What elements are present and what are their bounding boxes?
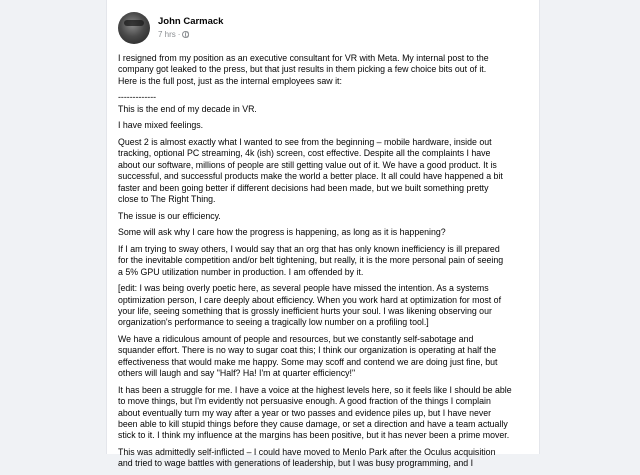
post-paragraph bbox=[118, 244, 534, 278]
post-paragraph bbox=[118, 120, 534, 131]
post-text-line: about eventually turn my way after a year or two passes and evidence piles up, but I have never bbox=[118, 407, 492, 418]
post-text-line: organization's performance to seeing a tragically low number on a profiling tool.] bbox=[118, 317, 429, 328]
post-text-line: If I am trying to sway others, I would say that an org that has only known inefficiency is ill prepared bbox=[118, 243, 500, 254]
post-text-line: for the inevitable competition and/or belt tightening, but really, it is the more personal pain of seeing bbox=[118, 255, 504, 266]
post-paragraph bbox=[118, 283, 534, 329]
post-text-line: to move things, but I'm evidently not persuasive enough. A good fraction of the things I complain bbox=[118, 396, 491, 407]
post-paragraph bbox=[118, 211, 534, 222]
post-text-line: optimization person, I care deeply about efficiency. When you work hard at optimization for most of bbox=[118, 294, 502, 305]
post-text-line: Here is the full post, just as the internal employees saw it: bbox=[118, 75, 342, 86]
post-text-line: We have a ridiculous amount of people and resources, but we constantly self-sabotage and bbox=[118, 334, 474, 345]
post-text-line: I resigned from my position as an executive consultant for VR with Meta. My internal post to the bbox=[118, 53, 489, 63]
post-text-line: about our software, millions of people are still getting value out of it. We have a good product. It is bbox=[118, 159, 497, 170]
post-text-line: successful, and successful products make the world a better place. It all could have happened a bit bbox=[118, 171, 503, 182]
post-text-line: The issue is our efficiency. bbox=[118, 210, 221, 221]
post-paragraph bbox=[118, 92, 534, 115]
post-text-line: tracking, optional PC streaming, 4k (ish) screen, cost effective. Despite all the complaints I have bbox=[118, 148, 491, 159]
post-time[interactable]: 7 hrs bbox=[158, 30, 176, 39]
post-text-line: This was admittedly self-inflicted – I could have moved to Menlo Park after the Oculus acquisition bbox=[118, 447, 496, 458]
post-text-line: your life, seeing something that is grossly inefficient hurts your soul. I was likening observing our bbox=[118, 306, 492, 317]
post-text-line: [edit: I was being overly poetic here, as several people have missed the intention. As a systems bbox=[118, 283, 489, 294]
post-text-line: effectiveness that would make me happy. Some may scoff and contend we are doing just fine, but bbox=[118, 356, 498, 367]
post-body bbox=[118, 53, 534, 475]
post-text-line: Some will ask why I care how the progress is happening, as long as it is happening? bbox=[118, 227, 446, 238]
post-text-line: a 5% GPU utilization number in production. I am offended by it. bbox=[118, 266, 364, 277]
post-text-line: been able to kill stupid things before they cause damage, or set a direction and have a team actually bbox=[118, 419, 508, 430]
post-paragraph bbox=[118, 53, 534, 87]
post-text-line: faster and been going better if different decisions had been made, but we built something pretty bbox=[118, 182, 489, 193]
post-text-line: This is the end of my decade in VR. bbox=[118, 103, 257, 114]
post-text-line: I have mixed feelings. bbox=[118, 120, 204, 131]
post-text-line: ------------- bbox=[118, 92, 157, 103]
post-text-line: Quest 2 is almost exactly what I wanted to see from the beginning – mobile hardware, inside out bbox=[118, 137, 492, 147]
post-card bbox=[106, 0, 540, 469]
globe-icon bbox=[182, 31, 189, 38]
post-paragraph bbox=[118, 334, 534, 380]
post-text-line: close to The Right Thing. bbox=[118, 194, 216, 205]
post-meta bbox=[158, 16, 223, 40]
post-text-line: and tried to wage battles with generations of leadership, but I was busy programming, and I bbox=[118, 458, 474, 469]
post-subline bbox=[158, 29, 223, 40]
post-text-line: It has been a struggle for me. I have a voice at the highest levels here, so it feels like I should be able bbox=[118, 384, 512, 395]
post-paragraph bbox=[118, 227, 534, 238]
avatar[interactable] bbox=[118, 12, 150, 44]
post-paragraph bbox=[118, 447, 534, 470]
post-text-line: squander effort. There is no way to sugar coat this; I think our organization is operating at half the bbox=[118, 345, 497, 356]
post-text-line: stick to it. I think my influence at the margins has been positive, but it has never been a prime mover. bbox=[118, 430, 510, 441]
author-name[interactable]: John Carmack bbox=[158, 16, 224, 27]
post-text-line: others will laugh and say "Half? Ha! I'm at quarter efficiency!" bbox=[118, 368, 356, 379]
post-paragraph bbox=[118, 385, 534, 442]
post-header bbox=[118, 12, 223, 44]
meta-separator: · bbox=[177, 30, 181, 39]
post-text-line: company got leaked to the press, but that just results in them picking a few choice bits out of it. bbox=[118, 64, 487, 75]
post-paragraph bbox=[118, 137, 534, 205]
